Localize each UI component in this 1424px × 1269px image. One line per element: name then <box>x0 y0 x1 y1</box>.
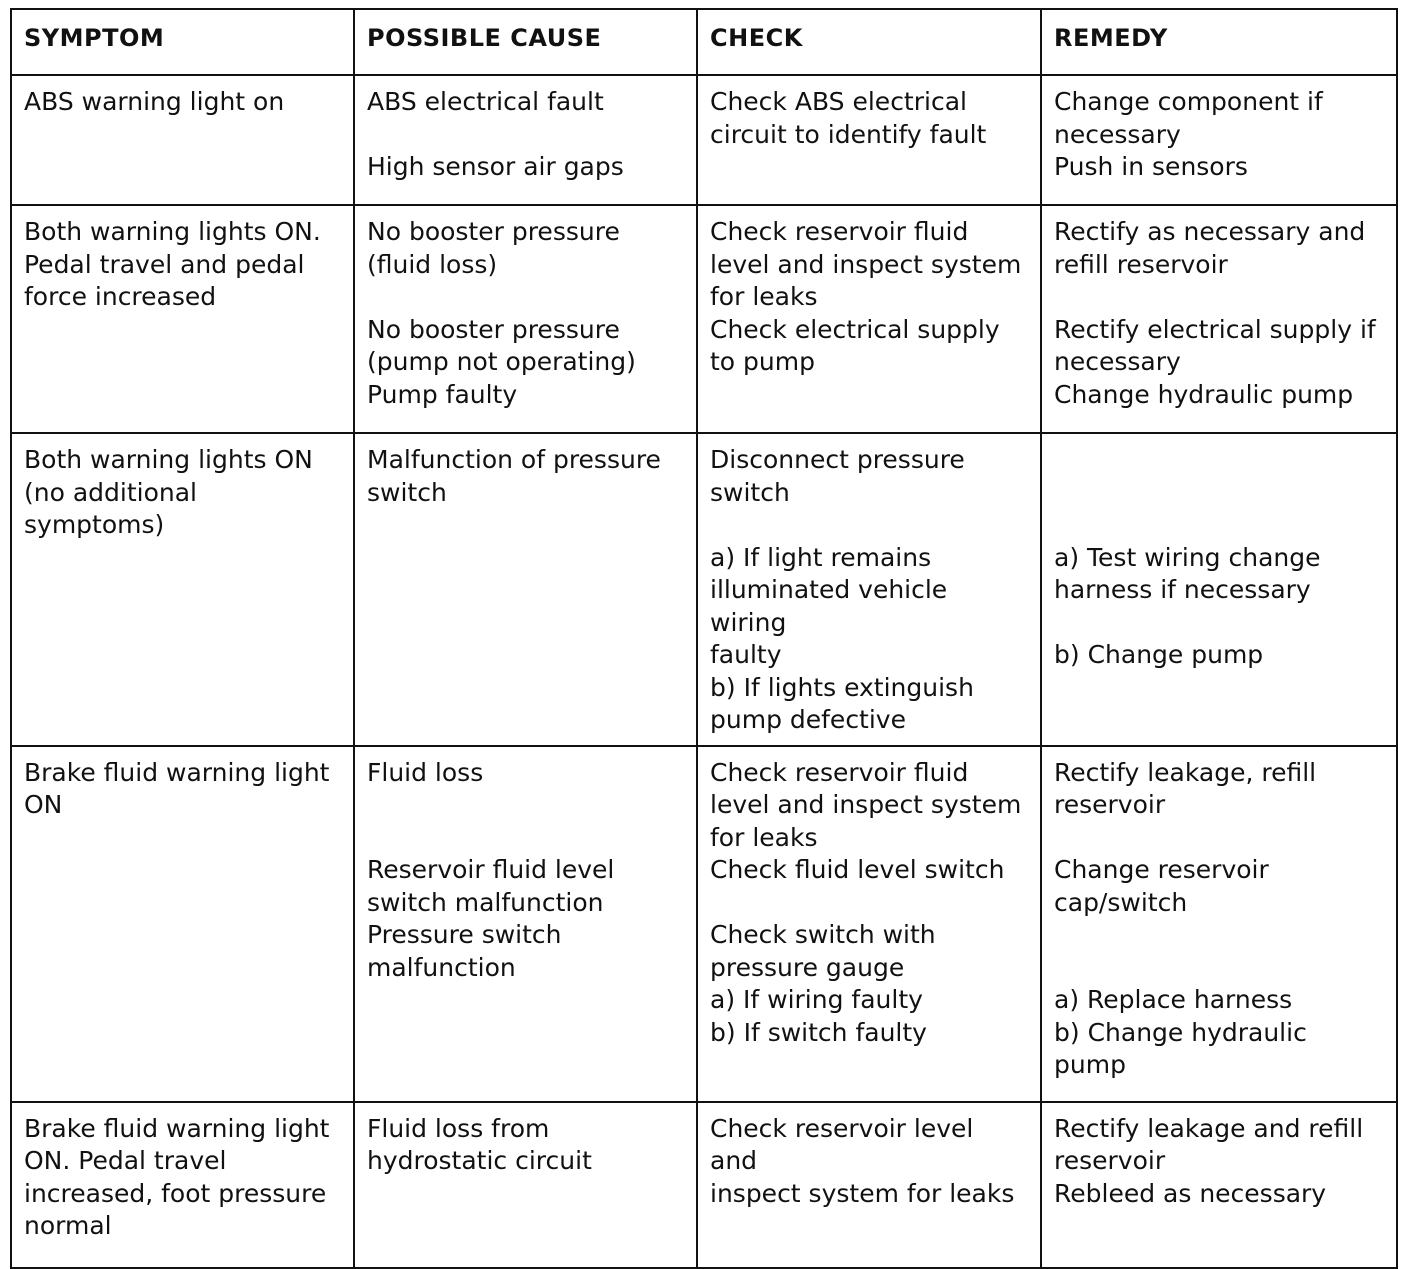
check-cell: Check ABS electrical circuit to identify fault <box>697 75 1041 205</box>
symptom-cell: Both warning lights ON (no additional symptoms) <box>11 433 354 746</box>
table-row <box>11 746 1397 1102</box>
possible-cause-cell: Fluid loss Reservoir fluid level switch malfunction Pressure switch malfunction <box>354 746 697 1102</box>
remedy-cell: Rectify leakage, refill reservoir Change reservoir cap/switch a) Replace harness b) Change hydraulic pump <box>1041 746 1397 1102</box>
symptom-cell: ABS warning light on <box>11 75 354 205</box>
header-possible-cause: POSSIBLE CAUSE <box>354 9 697 75</box>
remedy-cell: Rectify as necessary and refill reservoir Rectify electrical supply if necessary Change hydraulic pump <box>1041 205 1397 433</box>
brake-diagnosis-table <box>10 8 1398 1269</box>
header-remedy: REMEDY <box>1041 9 1397 75</box>
possible-cause-cell: ABS electrical fault High sensor air gaps <box>354 75 697 205</box>
table-row <box>11 433 1397 746</box>
table-row <box>11 75 1397 205</box>
remedy-cell: Change component if necessary Push in sensors <box>1041 75 1397 205</box>
header-check: CHECK <box>697 9 1041 75</box>
symptom-cell: Brake fluid warning light ON. Pedal travel increased, foot pressure normal <box>11 1102 354 1268</box>
possible-cause-cell: No booster pressure (fluid loss) No booster pressure (pump not operating) Pump faulty <box>354 205 697 433</box>
header-row <box>11 9 1397 75</box>
table-row <box>11 205 1397 433</box>
check-cell: Check reservoir fluid level and inspect system for leaks Check fluid level switch Check switch with pressure gauge a) If wiring faulty b) If switch faulty <box>697 746 1041 1102</box>
possible-cause-cell: Fluid loss from hydrostatic circuit <box>354 1102 697 1268</box>
check-cell: Check reservoir fluid level and inspect system for leaks Check electrical supply to pump <box>697 205 1041 433</box>
possible-cause-cell: Malfunction of pressure switch <box>354 433 697 746</box>
header-symptom: SYMPTOM <box>11 9 354 75</box>
table-row <box>11 1102 1397 1268</box>
remedy-cell: Rectify leakage and refill reservoir Rebleed as necessary <box>1041 1102 1397 1268</box>
remedy-cell: a) Test wiring change harness if necessary b) Change pump <box>1041 433 1397 746</box>
check-cell: Check reservoir level and inspect system for leaks <box>697 1102 1041 1268</box>
symptom-cell: Both warning lights ON. Pedal travel and pedal force increased <box>11 205 354 433</box>
check-cell: Disconnect pressure switch a) If light remains illuminated vehicle wiring faulty b) If lights extinguish pump defective <box>697 433 1041 746</box>
symptom-cell: Brake fluid warning light ON <box>11 746 354 1102</box>
